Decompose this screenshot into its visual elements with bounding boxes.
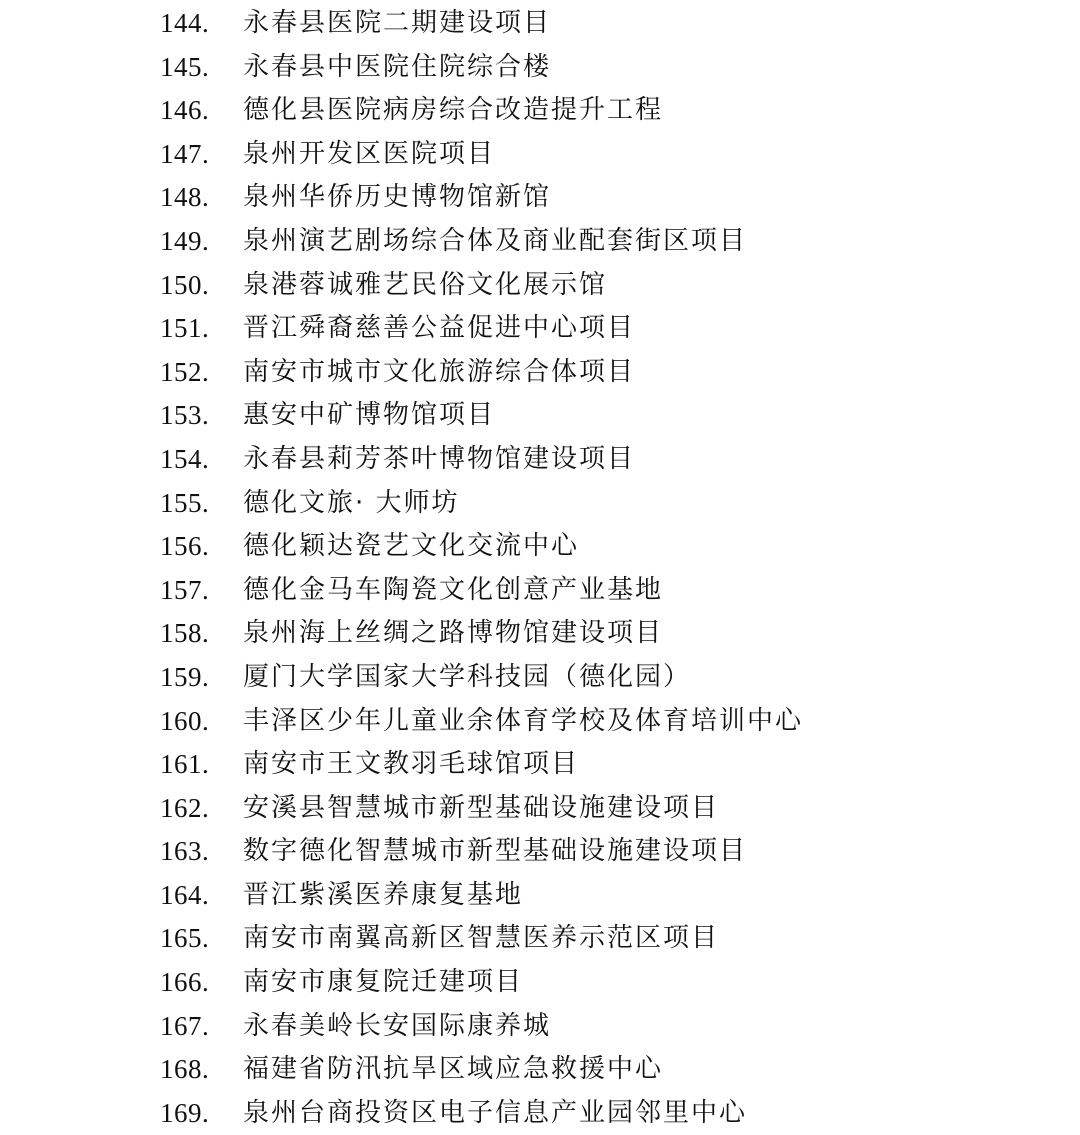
list-item: [0, 656, 1080, 700]
list-item: [0, 176, 1080, 220]
list-item: [0, 264, 1080, 308]
item-number: 146.: [160, 95, 210, 126]
item-text: 安溪县智慧城市新型基础设施建设项目: [243, 792, 720, 823]
list-item: [0, 525, 1080, 569]
item-text: 德化颖达瓷艺文化交流中心: [243, 531, 580, 562]
item-number: 147.: [160, 138, 210, 169]
item-number: 169.: [160, 1097, 210, 1128]
item-text: 福建省防汛抗旱区域应急救援中心: [243, 1054, 664, 1085]
item-text: 厦门大学国家大学科技园（德化园）: [243, 661, 692, 692]
item-number: 156.: [160, 531, 210, 562]
list-item: [0, 874, 1080, 918]
item-text: 永春县莉芳茶叶博物馆建设项目: [243, 443, 636, 474]
item-number: 151.: [160, 313, 210, 344]
list-item: [0, 351, 1080, 395]
project-list: [0, 2, 1080, 1135]
list-item: [0, 133, 1080, 177]
list-item: [0, 46, 1080, 90]
item-text: 晋江紫溪医养康复基地: [243, 879, 524, 910]
item-text: 德化文旅· 大师坊: [243, 487, 460, 518]
list-item: [0, 743, 1080, 787]
item-number: 160.: [160, 705, 210, 736]
item-number: 150.: [160, 269, 210, 300]
item-text: 泉港蓉诚雅艺民俗文化展示馆: [243, 269, 608, 300]
item-number: 164.: [160, 879, 210, 910]
list-item: [0, 917, 1080, 961]
item-number: 163.: [160, 836, 210, 867]
item-number: 161.: [160, 749, 210, 780]
item-number: 155.: [160, 487, 210, 518]
item-number: 152.: [160, 356, 210, 387]
item-number: 165.: [160, 923, 210, 954]
item-text: 丰泽区少年儿童业余体育学校及体育培训中心: [243, 705, 804, 736]
list-item: [0, 438, 1080, 482]
item-text: 永春县医院二期建设项目: [243, 8, 552, 38]
item-number: 157.: [160, 574, 210, 605]
item-number: 158.: [160, 618, 210, 649]
list-item: [0, 482, 1080, 526]
item-text: 南安市康复院迁建项目: [243, 967, 524, 998]
item-number: 144.: [160, 8, 210, 38]
item-number: 154.: [160, 443, 210, 474]
list-item: [0, 1005, 1080, 1049]
item-text: 泉州开发区医院项目: [243, 138, 496, 169]
item-number: 159.: [160, 661, 210, 692]
list-item: [0, 961, 1080, 1005]
item-text: 数字德化智慧城市新型基础设施建设项目: [243, 836, 748, 867]
item-number: 153.: [160, 400, 210, 431]
item-number: 168.: [160, 1054, 210, 1085]
item-number: 148.: [160, 182, 210, 213]
item-text: 南安市王文教羽毛球馆项目: [243, 749, 580, 780]
item-number: 149.: [160, 225, 210, 256]
list-item: [0, 89, 1080, 133]
list-item: [0, 569, 1080, 613]
list-item: [0, 394, 1080, 438]
item-text: 泉州海上丝绸之路博物馆建设项目: [243, 618, 664, 649]
item-text: 德化县医院病房综合改造提升工程: [243, 95, 664, 126]
list-item: [0, 830, 1080, 874]
item-text: 永春美岭长安国际康养城: [243, 1010, 552, 1041]
list-item: [0, 307, 1080, 351]
list-item: [0, 1048, 1080, 1092]
item-text: 德化金马车陶瓷文化创意产业基地: [243, 574, 664, 605]
list-item: [0, 2, 1080, 46]
list-item: [0, 787, 1080, 831]
list-item: [0, 220, 1080, 264]
item-number: 166.: [160, 967, 210, 998]
list-item: [0, 700, 1080, 744]
item-number: 162.: [160, 792, 210, 823]
item-text: 南安市城市文化旅游综合体项目: [243, 356, 636, 387]
item-text: 泉州华侨历史博物馆新馆: [243, 182, 552, 213]
item-text: 南安市南翼高新区智慧医养示范区项目: [243, 923, 720, 954]
item-text: 泉州演艺剧场综合体及商业配套街区项目: [243, 225, 748, 256]
list-item: [0, 612, 1080, 656]
item-text: 晋江舜裔慈善公益促进中心项目: [243, 313, 636, 344]
item-number: 167.: [160, 1010, 210, 1041]
item-text: 泉州台商投资区电子信息产业园邻里中心: [243, 1097, 748, 1128]
item-text: 惠安中矿博物馆项目: [243, 400, 496, 431]
item-text: 永春县中医院住院综合楼: [243, 51, 552, 82]
list-item: [0, 1092, 1080, 1135]
item-number: 145.: [160, 51, 210, 82]
